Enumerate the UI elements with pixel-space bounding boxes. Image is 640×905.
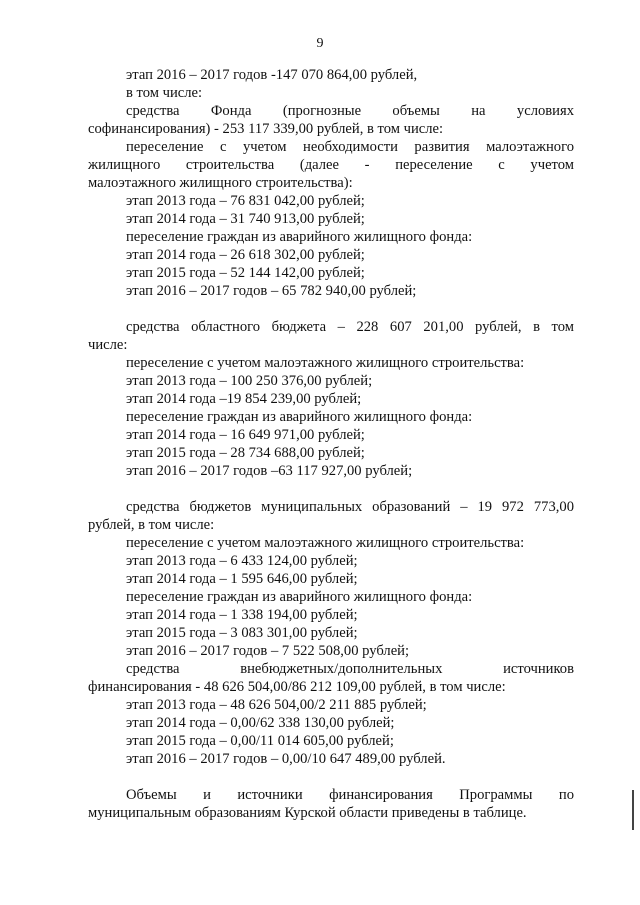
text-line: этап 2016 – 2017 годов – 0,00/10 647 489,00 рублей. bbox=[126, 751, 446, 767]
text-line: муниципальным образованиям Курской области приведены в таблице. bbox=[88, 805, 527, 821]
text-line: этап 2014 года –19 854 239,00 рублей; bbox=[126, 391, 362, 407]
text-line: этап 2014 года – 31 740 913,00 рублей; bbox=[126, 211, 365, 227]
paragraph-gap bbox=[88, 480, 574, 498]
text-line: средства Фонда (прогнозные объемы на условиях bbox=[126, 103, 574, 119]
text-line: этап 2014 года – 26 618 302,00 рублей; bbox=[126, 247, 365, 263]
text-line: этап 2016 – 2017 годов – 7 522 508,00 рублей; bbox=[126, 643, 410, 659]
text-line: переселение граждан из аварийного жилищного фонда: bbox=[126, 409, 473, 425]
text-line: этап 2014 года – 1 595 646,00 рублей; bbox=[126, 571, 358, 587]
text-line: этап 2013 года – 76 831 042,00 рублей; bbox=[126, 193, 365, 209]
text-line: этап 2015 года – 28 734 688,00 рублей; bbox=[126, 445, 365, 461]
text-line: средства внебюджетных/дополнительных источников bbox=[126, 661, 574, 677]
text-line: переселение с учетом малоэтажного жилищного строительства: bbox=[126, 355, 525, 371]
text-line: этап 2014 года – 0,00/62 338 130,00 рублей; bbox=[126, 715, 395, 731]
text-line: в том числе: bbox=[126, 85, 203, 101]
paragraph-gap bbox=[88, 768, 574, 786]
text-line: переселение граждан из аварийного жилищного фонда: bbox=[126, 589, 473, 605]
paragraph-gap bbox=[88, 300, 574, 318]
text-line: этап 2013 года – 100 250 376,00 рублей; bbox=[126, 373, 373, 389]
text-line: этап 2016 – 2017 годов – 65 782 940,00 рублей; bbox=[126, 283, 417, 299]
text-line: переселение с учетом малоэтажного жилищного строительства: bbox=[126, 535, 525, 551]
scan-edge-mark bbox=[632, 790, 634, 830]
text-line: средства бюджетов муниципальных образований – 19 972 773,00 bbox=[126, 499, 574, 515]
document-body bbox=[88, 66, 574, 822]
text-line: этап 2013 года – 48 626 504,00/2 211 885 рублей; bbox=[126, 697, 427, 713]
text-line: переселение с учетом необходимости развития малоэтажного bbox=[126, 139, 574, 155]
text-line: этап 2016 – 2017 годов –63 117 927,00 рублей; bbox=[126, 463, 413, 479]
text-line: средства областного бюджета – 228 607 201,00 рублей, в том bbox=[126, 319, 574, 335]
text-line: этап 2016 – 2017 годов -147 070 864,00 рублей, bbox=[126, 67, 418, 83]
page-number: 9 bbox=[316, 36, 324, 51]
text-line: жилищного строительства (далее - переселение с учетом bbox=[88, 157, 574, 173]
text-line: этап 2015 года – 3 083 301,00 рублей; bbox=[126, 625, 358, 641]
text-line: этап 2015 года – 0,00/11 014 605,00 рублей; bbox=[126, 733, 394, 749]
text-line: софинансирования) - 253 117 339,00 рублей, в том числе: bbox=[88, 121, 444, 137]
text-line: переселение граждан из аварийного жилищного фонда: bbox=[126, 229, 473, 245]
text-line: финансирования - 48 626 504,00/86 212 109,00 рублей, в том числе: bbox=[88, 679, 506, 695]
text-line: этап 2013 года – 6 433 124,00 рублей; bbox=[126, 553, 358, 569]
text-line: этап 2014 года – 16 649 971,00 рублей; bbox=[126, 427, 365, 443]
text-line: рублей, в том числе: bbox=[88, 517, 215, 533]
text-line: малоэтажного жилищного строительства): bbox=[88, 175, 353, 191]
text-line: этап 2015 года – 52 144 142,00 рублей; bbox=[126, 265, 365, 281]
text-line: Объемы и источники финансирования Программы по bbox=[126, 787, 574, 803]
text-line: числе: bbox=[88, 337, 128, 353]
text-line: этап 2014 года – 1 338 194,00 рублей; bbox=[126, 607, 358, 623]
